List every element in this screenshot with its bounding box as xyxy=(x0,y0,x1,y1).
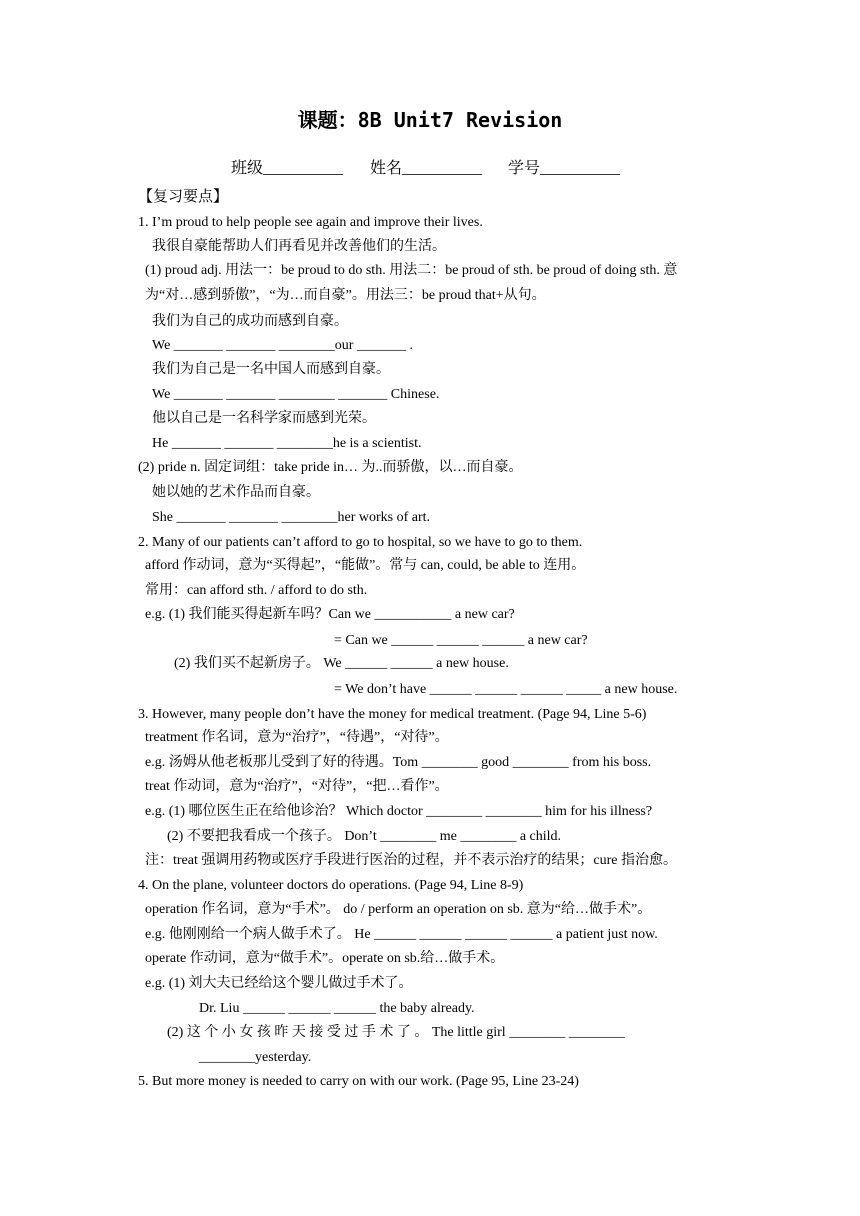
student-number-field: 学号__________ xyxy=(508,160,621,177)
treatment-usage: treatment 作名词，意为“治疗”，“待遇”，“对待”。 xyxy=(145,730,449,745)
treat-example-1: e.g. (1) 哪位医生正在给他诊治？ Which doctor ________ ________ him for his illness? xyxy=(145,804,653,819)
operate-example-1-blank: Dr. Liu ______ ______ ______ the baby already. xyxy=(199,1001,475,1016)
pride-usage: (2) pride n. 固定词组：take pride in… 为..而骄傲，以…而自豪。 xyxy=(138,460,523,475)
review-points-heading: 【复习要点】 xyxy=(138,189,229,205)
afford-example-2-alt: = We don’t have ______ ______ ______ _____ a new house. xyxy=(334,682,678,697)
afford-example-1: e.g. (1) 我们能买得起新车吗？Can we ___________ a new car? xyxy=(145,607,515,622)
exercise-cn-3: 他以自己是一名科学家而感到光荣。 xyxy=(152,411,376,426)
treat-note: 注：treat 强调用药物或医疗手段进行医治的过程，并不表示治疗的结果；cure 指治愈。 xyxy=(145,853,677,868)
operate-example-2: (2) 这 个 小 女 孩 昨 天 接 受 过 手 术 了 。 The little girl ________ ________ xyxy=(167,1025,625,1040)
operate-example-1: e.g. (1) 刘大夫已经给这个婴儿做过手术了。 xyxy=(145,976,413,991)
exercise-blank-3: He _______ _______ ________he is a scientist. xyxy=(152,436,422,451)
afford-common: 常用：can afford sth. / afford to do sth. xyxy=(145,583,368,598)
treat-example-2: (2) 不要把我看成一个孩子。 Don’t ________ me ________ a child. xyxy=(167,829,562,844)
proud-usage-line-1: (1) proud adj. 用法一：be proud to do sth. 用法二：be proud of sth. be proud of doing sth. 意 xyxy=(145,263,678,278)
treatment-example: e.g. 汤姆从他老板那儿受到了好的待遇。Tom ________ good ________ from his boss. xyxy=(145,755,652,770)
afford-example-2: (2) 我们买不起新房子。 We ______ ______ a new house. xyxy=(174,656,509,671)
exercise-blank-2: We _______ _______ ________ _______ Chinese. xyxy=(152,387,440,402)
page-title: 课题：8B Unit7 Revision xyxy=(297,108,563,132)
afford-usage: afford 作动词，意为“买得起”，“能做”。常与 can, could, be able to 连用。 xyxy=(145,558,586,573)
item-3-sentence: 3. However, many people don’t have the money for medical treatment. (Page 94, Line 5-6) xyxy=(138,707,647,722)
exercise-cn-4: 她以她的艺术作品而自豪。 xyxy=(152,485,320,500)
exercise-cn-2: 我们为自己是一名中国人而感到自豪。 xyxy=(152,362,390,377)
item-5-sentence: 5. But more money is needed to carry on with our work. (Page 95, Line 23-24) xyxy=(138,1074,579,1089)
operate-example-2-cont: ________yesterday. xyxy=(199,1050,312,1065)
exercise-blank-4: She _______ _______ ________her works of art. xyxy=(152,510,431,525)
operation-example: e.g. 他刚刚给一个病人做手术了。 He ______ ______ ______ ______ a patient just now. xyxy=(145,927,658,942)
item-1-sentence: 1. I’m proud to help people see again and improve their lives. xyxy=(138,215,483,230)
exercise-blank-1: We _______ _______ ________our _______ . xyxy=(152,338,413,353)
exercise-cn-1: 我们为自己的成功而感到自豪。 xyxy=(152,314,348,329)
name-field: 姓名__________ xyxy=(370,160,483,177)
operate-usage: operate 作动词，意为“做手术”。operate on sb.给…做手术。 xyxy=(145,951,505,966)
operation-usage: operation 作名词，意为“手术”。 do / perform an operation on sb. 意为“给…做手术”。 xyxy=(145,902,652,917)
treat-usage: treat 作动词，意为“治疗”，“对待”，“把…看作”。 xyxy=(145,779,449,794)
afford-example-1-alt: = Can we ______ ______ ______ a new car? xyxy=(334,633,588,648)
item-2-sentence: 2. Many of our patients can’t afford to go to hospital, so we have to go to them. xyxy=(138,535,583,550)
class-field: 班级__________ xyxy=(231,160,344,177)
item-1-translation: 我很自豪能帮助人们再看见并改善他们的生活。 xyxy=(152,239,446,254)
proud-usage-line-2: 为“对…感到骄傲”，“为…而自豪”。用法三：be proud that+从句。 xyxy=(145,288,546,303)
item-4-sentence: 4. On the plane, volunteer doctors do operations. (Page 94, Line 8-9) xyxy=(138,878,524,893)
